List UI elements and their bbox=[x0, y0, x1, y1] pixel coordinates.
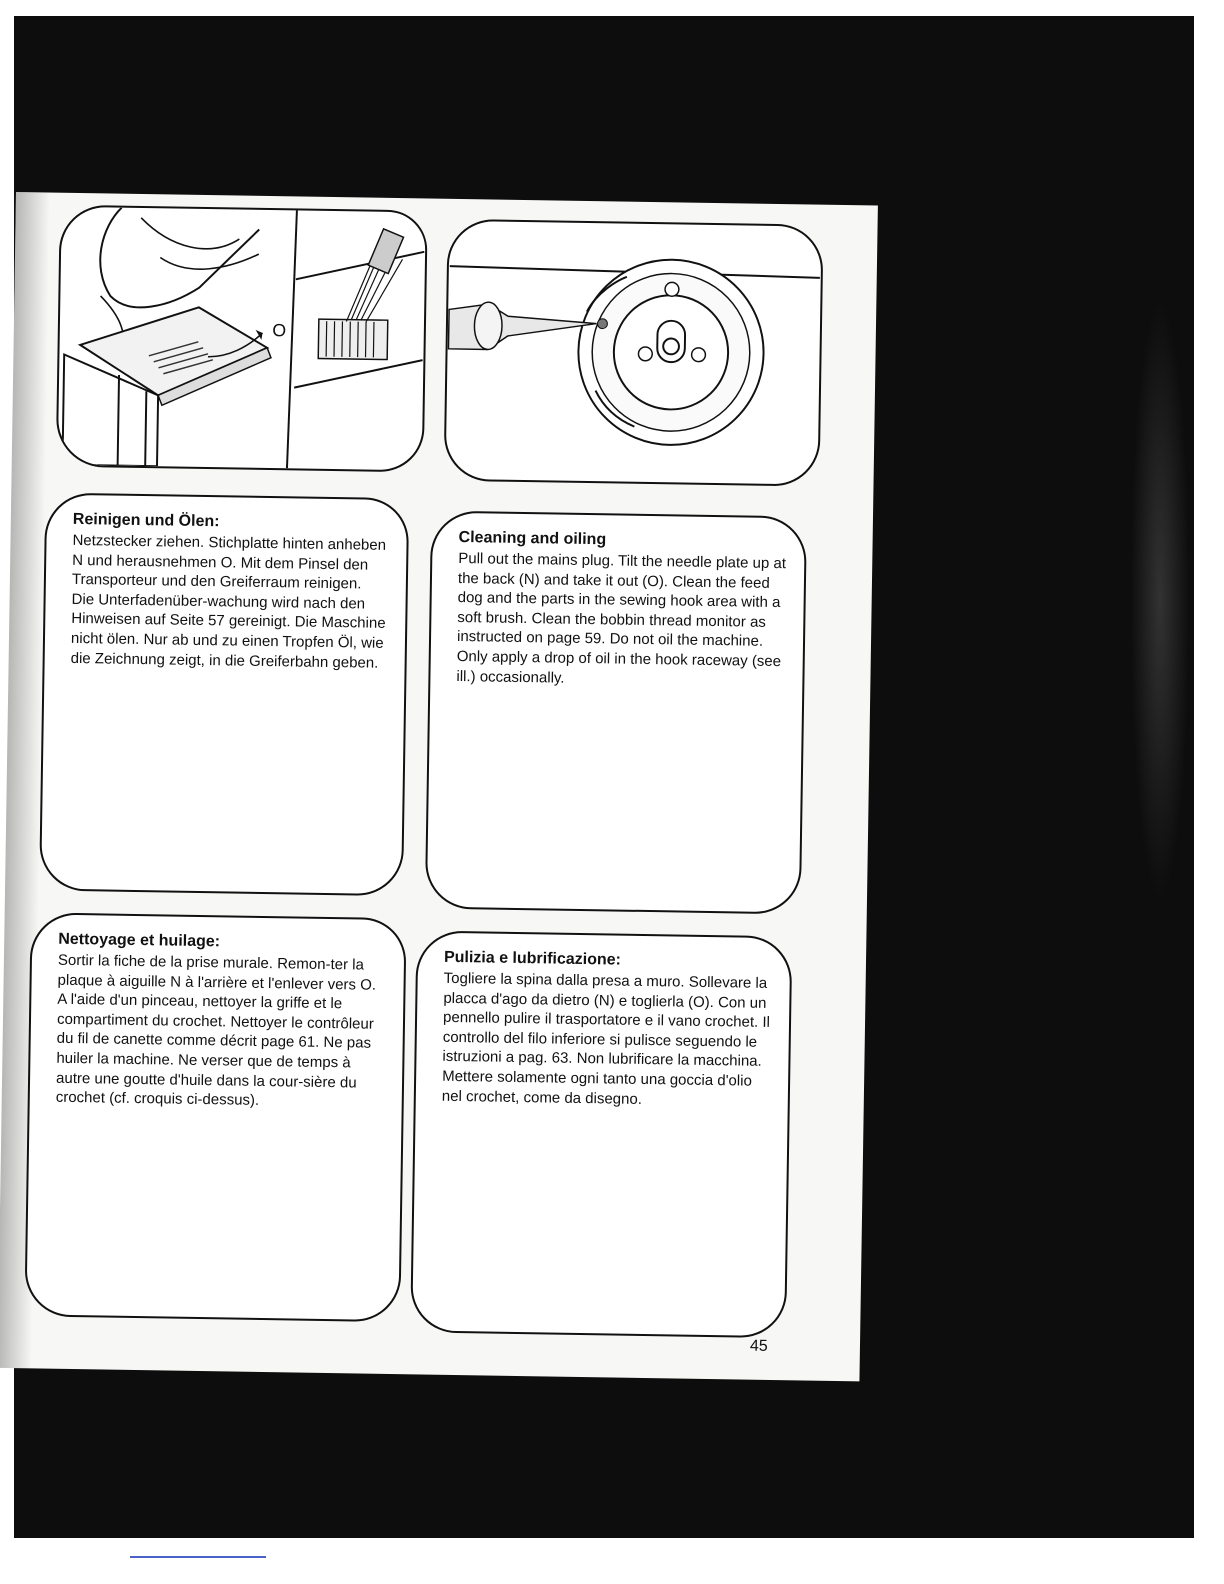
section-heading-french: Nettoyage et huilage: bbox=[58, 930, 221, 951]
manual-page bbox=[0, 192, 878, 1381]
section-body-german: Netzstecker ziehen. Stichplatte hinten anheben N und herausnehmen O. Mit dem Pinsel den Transporteur und den Greiferraum reinigen. Die Unterfadenüber-wachung wird nach den Hinweisen auf Seite 57 gereinigt. Die Maschine nicht ölen. Nur ab und zu einen Tropfen Öl, wie die Zeichnung zeigt, in die Greiferbahn geben. bbox=[70, 531, 387, 672]
illustration-hook-oiling bbox=[444, 219, 824, 487]
section-body-english: Pull out the mains plug. Tilt the needle plate up at the back (N) and take it out (O). Clean the feed dog and the parts in the sewing hook area with a soft brush. Clean the bobbin thread monitor as instructed on page 59. Do not oil the machine. Only apply a drop of oil in the hook raceway (see ill.) occasionally. bbox=[456, 549, 787, 687]
hook-raceway-oil-drawing bbox=[446, 221, 822, 485]
section-heading-german: Reinigen und Ölen: bbox=[72, 510, 220, 531]
section-heading-english: Cleaning and oiling bbox=[458, 528, 607, 549]
section-italian bbox=[410, 930, 792, 1338]
section-german bbox=[39, 492, 409, 896]
page-number: 45 bbox=[749, 1337, 768, 1355]
needle-plate-brush-drawing bbox=[58, 207, 426, 471]
footer-rule bbox=[130, 1556, 266, 1558]
section-english bbox=[425, 511, 807, 915]
scan-background-grain bbox=[1130, 300, 1190, 900]
section-french bbox=[24, 912, 406, 1322]
label-o: O bbox=[272, 320, 287, 341]
section-heading-italian: Pulizia e lubrificazione: bbox=[443, 948, 622, 969]
illustration-needle-plate-removal bbox=[56, 205, 428, 473]
section-body-italian: Togliere la spina dalla presa a muro. Sollevare la placca d'ago da dietro (N) e toglierla (O). Con un pennello pulire il trasportatore e il vano crochet. Il controllo del filo inferiore si pulisce seguendo le istruzioni a pag. 63. Non lubrificare la macchina. Mettere solamente ogni tanto una goccia d'olio nel crochet, come da disegno. bbox=[441, 969, 771, 1108]
section-body-french: Sortir la fiche de la prise murale. Remon-ter la plaque à aiguille N à l'arrière et l'enlever vers O. A l'aide d'un pinceau, nettoyer la griffe et le compartiment du crochet. Nettoyer le contrôleur du fil de canette comme décrit page 61. Ne pas huiler la machine. Ne verser que de temps à autre une goutte d'huile dans la cour-sière du crochet (cf. croquis ci-dessus). bbox=[55, 951, 377, 1110]
